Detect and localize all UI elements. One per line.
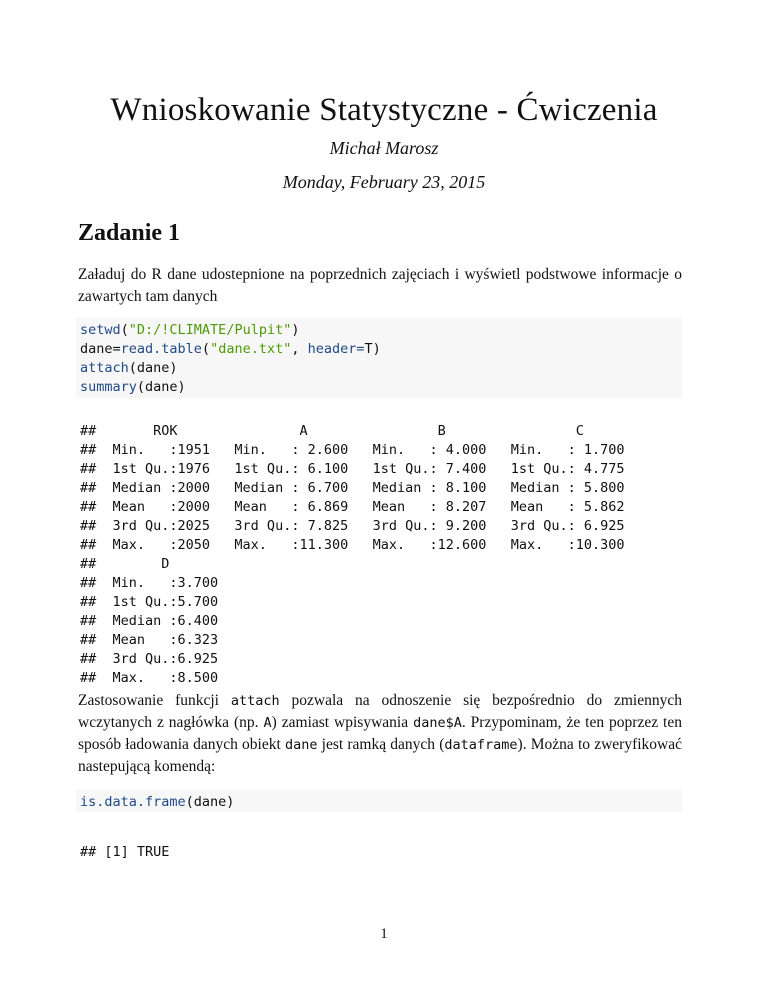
inline-code: dane xyxy=(284,737,318,753)
code-argument: header= xyxy=(307,341,365,357)
output-line: ## 3rd Qu.:6.925 xyxy=(80,651,235,667)
code-function: summary xyxy=(80,379,137,395)
code-block-summary xyxy=(76,318,682,398)
document-title: Wnioskowanie Statystyczne - Ćwiczenia xyxy=(110,92,658,128)
code-function: is.data.frame xyxy=(80,794,186,810)
output-line: ## Min. :3.700 xyxy=(80,575,235,591)
output-line: ## Mean :6.323 xyxy=(80,632,235,648)
inline-code: attach xyxy=(230,693,280,709)
code-string: "dane.txt" xyxy=(210,341,292,357)
code-function: attach xyxy=(80,360,129,376)
output-line: ## Min. :1951 Min. : 2.600 Min. : 4.000 Min. : 1.700 xyxy=(80,442,641,458)
code-block-is-data-frame: is.data.frame(dane) xyxy=(76,790,682,812)
output-line: ## ROK A B C xyxy=(80,423,649,439)
code-line-setwd: setwd("D:/!CLIMATE/Pulpit") xyxy=(80,322,300,338)
output-line: ## 1st Qu.:1976 1st Qu.: 6.100 1st Qu.: 7.400 1st Qu.: 4.775 xyxy=(80,461,641,477)
output-line: ## Max. :2050 Max. :11.300 Max. :12.600 Max. :10.300 xyxy=(80,537,641,553)
inline-code: dataframe xyxy=(444,737,518,753)
inline-code: A xyxy=(263,715,272,731)
output-line: ## Median :2000 Median : 6.700 Median : 8.100 Median : 5.800 xyxy=(80,480,641,496)
code-function: setwd xyxy=(80,322,121,338)
output-line: ## Median :6.400 xyxy=(80,613,235,629)
code-line-attach: attach(dane) xyxy=(80,360,178,376)
inline-code: dane$A xyxy=(413,715,462,731)
summary-output xyxy=(80,422,649,688)
code-function: read.table xyxy=(120,341,202,357)
section-heading: Zadanie 1 xyxy=(78,220,181,246)
document-date: Monday, February 23, 2015 xyxy=(282,172,486,192)
is-data-frame-output: ## [1] TRUE xyxy=(80,844,170,860)
output-line: ## D xyxy=(80,556,235,572)
explanation-paragraph: Zastosowanie funkcji attach pozwala na odnoszenie się bezpośrednio do zmiennych wczytanych z nagłówka (np. A) zamiast wpisywania dane$A. Przypominam, że ten poprzez ten sposób ładowania danych obiekt dane jest ramką danych (dataframe). Można to zweryfikować nastepującą komendą: xyxy=(78,692,682,775)
output-line: ## Mean :2000 Mean : 6.869 Mean : 8.207 Mean : 5.862 xyxy=(80,499,641,515)
page-number: 1 xyxy=(380,926,388,942)
intro-paragraph: Załaduj do R dane udostepnione na poprzednich zajęciach i wyświetl podstwowe informacje o zawartych tam danych xyxy=(78,266,682,305)
output-line: ## 3rd Qu.:2025 3rd Qu.: 7.825 3rd Qu.: 9.200 3rd Qu.: 6.925 xyxy=(80,518,641,534)
document-author: Michał Marosz xyxy=(329,138,439,158)
code-line-read-table: dane=read.table("dane.txt", header=T) xyxy=(80,341,381,357)
output-line: ## Max. :8.500 xyxy=(80,670,235,686)
code-line-summary: summary(dane) xyxy=(80,379,186,395)
output-line: ## 1st Qu.:5.700 xyxy=(80,594,235,610)
code-string: "D:/!CLIMATE/Pulpit" xyxy=(128,322,292,338)
